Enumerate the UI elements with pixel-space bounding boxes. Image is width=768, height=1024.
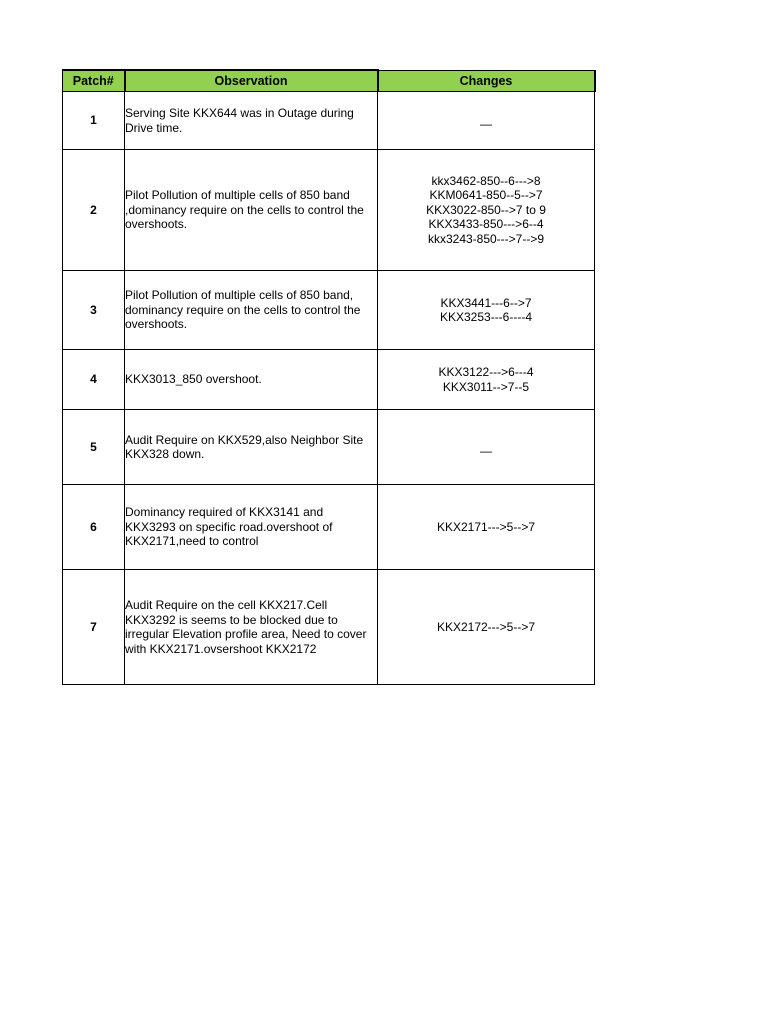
observation-cell: Audit Require on the cell KKX217.Cell KKX3292 is seems to be blocked due to irregular Elevation profile area, Need to cover with KKX2171.ovsershoot KKX2172 (125, 570, 378, 685)
header-observation: Observation (125, 70, 378, 92)
observation-cell: Dominancy required of KKX3141 and KKX3293 on specific road.overshoot of KKX2171,need to control (125, 485, 378, 570)
patch-number: 4 (63, 350, 125, 410)
table-row (63, 271, 595, 350)
patch-number: 6 (63, 485, 125, 570)
table-row (63, 410, 595, 485)
changes-cell: KKX2171--->5-->7 (378, 485, 595, 570)
table-row (63, 350, 595, 410)
table-row (63, 150, 595, 271)
table-row (63, 570, 595, 685)
changes-cell (378, 410, 595, 485)
changes-cell: KKX3441---6-->7 KKX3253---6----4 (378, 271, 595, 350)
patch-number: 7 (63, 570, 125, 685)
changes-cell (378, 92, 595, 150)
observation-cell: Serving Site KKX644 was in Outage during Drive time. (125, 92, 378, 150)
changes-cell: KKX3122--->6---4 KKX3011-->7--5 (378, 350, 595, 410)
patch-number: 2 (63, 150, 125, 271)
patch-table (62, 69, 596, 685)
changes-text: — (480, 117, 492, 132)
table-row (63, 485, 595, 570)
observation-cell: Pilot Pollution of multiple cells of 850 band ,dominancy require on the cells to control the overshoots. (125, 150, 378, 271)
observation-cell: Pilot Pollution of multiple cells of 850 band, dominancy require on the cells to control the overshoots. (125, 271, 378, 350)
changes-cell: kkx3462-850--6--->8 KKM0641-850--5-->7 KKX3022-850-->7 to 9 KKX3433-850--->6--4 kkx3243-850--->7-->9 (378, 150, 595, 271)
table-row (63, 92, 595, 150)
changes-cell: KKX2172--->5-->7 (378, 570, 595, 685)
header-changes: Changes (378, 70, 595, 92)
patch-number: 5 (63, 410, 125, 485)
header-patch: Patch# (63, 70, 125, 92)
observation-cell: KKX3013_850 overshoot. (125, 350, 378, 410)
changes-text: — (480, 443, 492, 458)
patch-number: 3 (63, 271, 125, 350)
observation-cell: Audit Require on KKX529,also Neighbor Site KKX328 down. (125, 410, 378, 485)
patch-number: 1 (63, 92, 125, 150)
header-row (63, 70, 595, 92)
